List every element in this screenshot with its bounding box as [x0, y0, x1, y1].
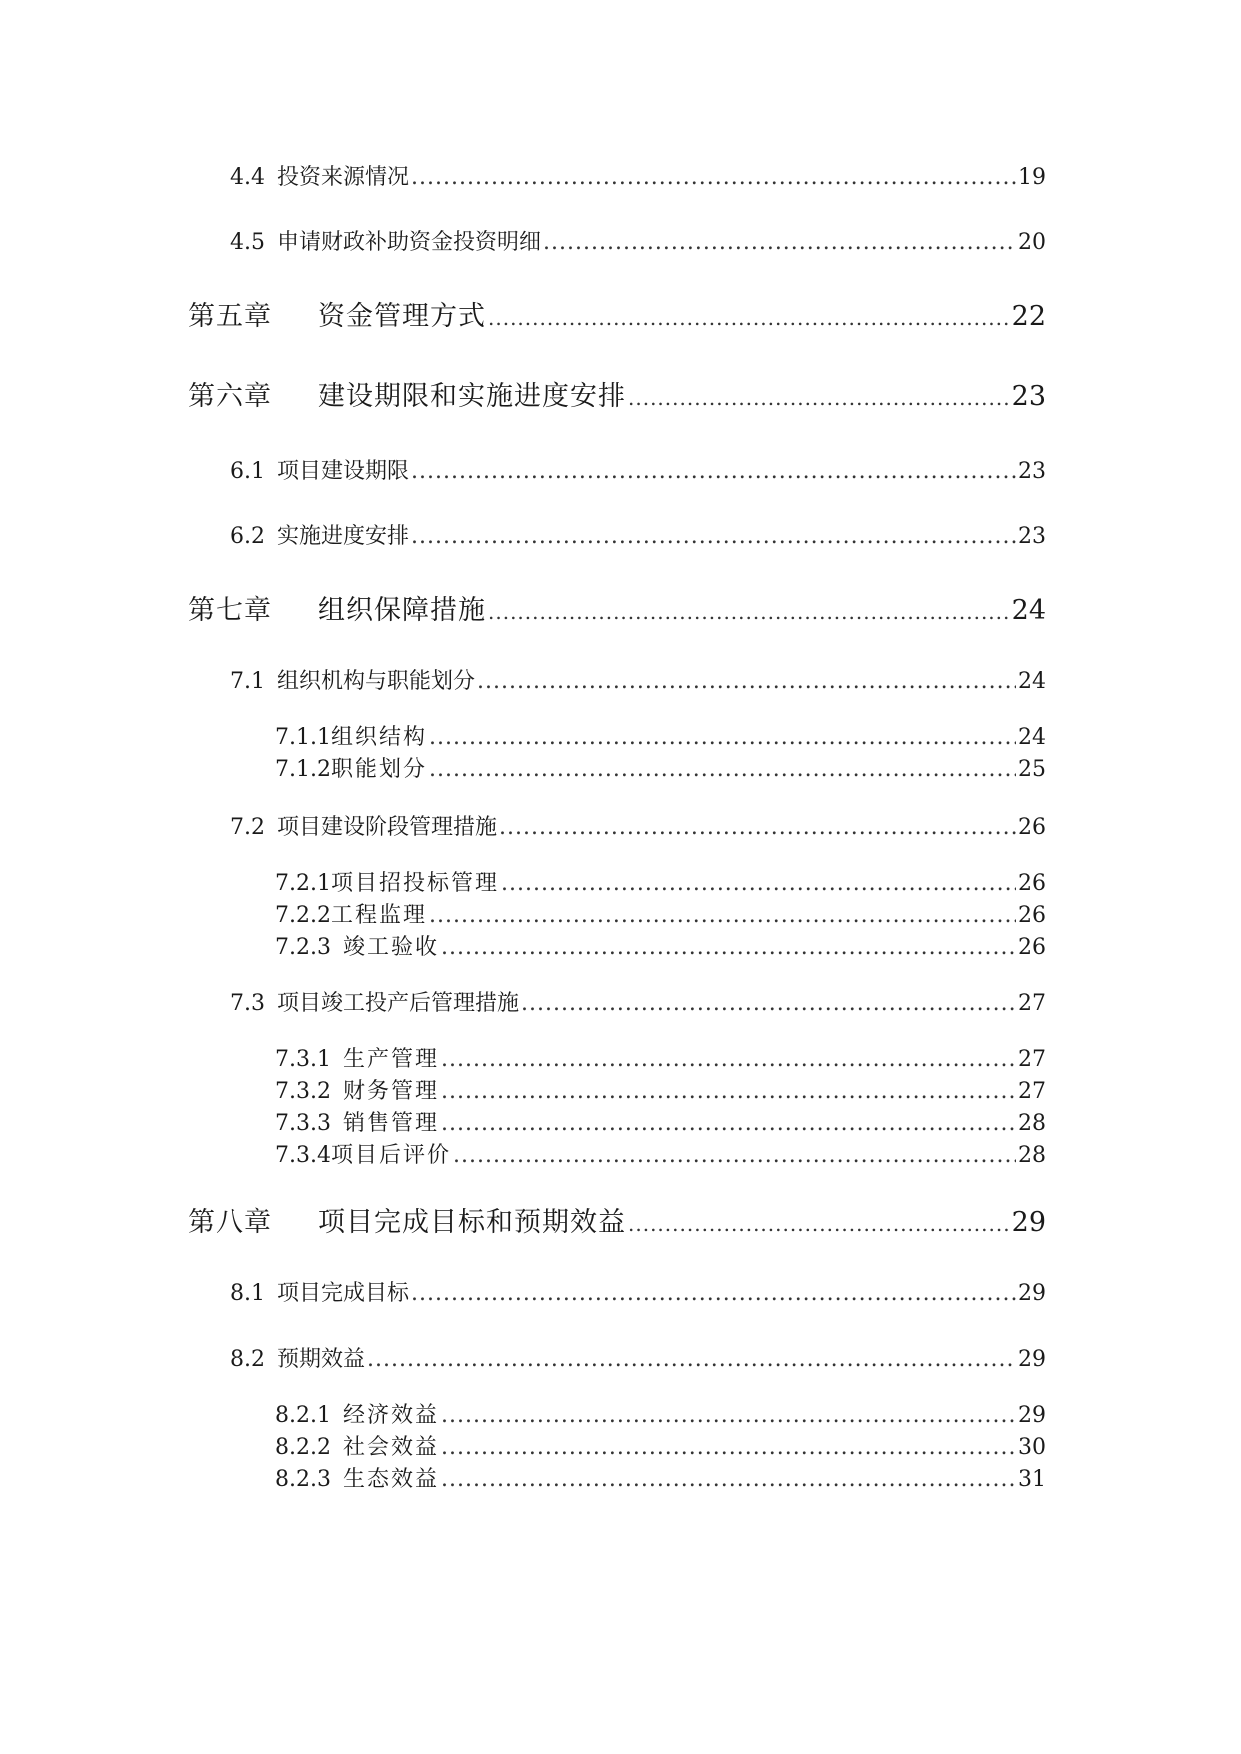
- toc-entry-7-2-1[interactable]: [275, 866, 1046, 897]
- toc-number: 4.5: [230, 230, 265, 255]
- dot-leader: [441, 1047, 1016, 1072]
- toc-page-number: 23: [1018, 524, 1046, 549]
- toc-chapter-number: 第五章: [188, 301, 272, 332]
- toc-page-number: 24: [1018, 669, 1046, 694]
- toc-number: 8.2.1: [275, 1403, 331, 1428]
- toc-title: 生态效益: [342, 1467, 439, 1492]
- toc-entry-chapter-6[interactable]: [188, 374, 1046, 413]
- dot-leader: [441, 1111, 1016, 1136]
- toc-title: 工程监理: [330, 903, 427, 928]
- toc-entry-7-2-3[interactable]: [275, 930, 1046, 961]
- toc-entry-8-2[interactable]: [230, 1342, 1046, 1373]
- toc-entry-7-3-2[interactable]: [275, 1074, 1046, 1105]
- toc-entry-6-2[interactable]: [230, 519, 1046, 550]
- dot-leader: [543, 230, 1016, 255]
- toc-page-number: 31: [1018, 1467, 1046, 1492]
- toc-title: 项目招投标管理: [330, 871, 499, 896]
- toc-title: 项目完成目标: [277, 1281, 410, 1306]
- toc-title: 经济效益: [342, 1403, 439, 1428]
- toc-number: 6.1: [230, 459, 265, 484]
- toc-entry-7-3[interactable]: [230, 986, 1046, 1017]
- toc-entry-chapter-5[interactable]: [188, 294, 1046, 333]
- toc-entry-7-3-3[interactable]: [275, 1106, 1046, 1137]
- dot-leader: [628, 386, 1010, 410]
- toc-entry-8-2-2[interactable]: [275, 1430, 1046, 1461]
- toc-number: 7.2.3: [275, 935, 331, 960]
- toc-page-number: 28: [1018, 1111, 1046, 1136]
- toc-page-number: 26: [1018, 935, 1046, 960]
- toc-page-number: 28: [1018, 1143, 1046, 1168]
- toc-title: 资金管理方式: [318, 301, 486, 332]
- toc-page-number: 29: [1018, 1403, 1046, 1428]
- toc-entry-chapter-8[interactable]: [188, 1200, 1046, 1239]
- toc-page-number: 27: [1018, 991, 1046, 1016]
- toc-page-number: 24: [1018, 725, 1046, 750]
- toc-title: 投资来源情况: [277, 165, 410, 190]
- toc-title: 生产管理: [342, 1047, 439, 1072]
- toc-entry-6-1[interactable]: [230, 454, 1046, 485]
- toc-entry-7-3-1[interactable]: [275, 1042, 1046, 1073]
- dot-leader: [367, 1347, 1016, 1372]
- dot-leader: [429, 757, 1016, 782]
- toc-entry-7-2[interactable]: [230, 810, 1046, 841]
- dot-leader: [441, 935, 1016, 960]
- toc-title: 社会效益: [342, 1435, 439, 1460]
- toc-page-number: 26: [1018, 871, 1046, 896]
- toc-number: 7.3.4: [275, 1143, 331, 1168]
- toc-page-number: 22: [1011, 301, 1046, 332]
- toc-number: 7.3.3: [275, 1111, 331, 1136]
- toc-title: 竣工验收: [342, 935, 439, 960]
- toc-page-number: 27: [1018, 1047, 1046, 1072]
- toc-number: 8.2.2: [275, 1435, 331, 1460]
- toc-page-number: 26: [1018, 815, 1046, 840]
- toc-number: 8.1: [230, 1281, 265, 1306]
- dot-leader: [441, 1435, 1016, 1460]
- toc-entry-4-5[interactable]: [230, 225, 1046, 256]
- toc-number: 7.1: [230, 669, 265, 694]
- toc-number: 7.3.2: [275, 1079, 331, 1104]
- toc-title: 职能划分: [330, 757, 427, 782]
- dot-leader: [441, 1403, 1016, 1428]
- toc-title: 预期效益: [277, 1347, 366, 1372]
- toc-title: 实施进度安排: [277, 524, 410, 549]
- toc-number: 7.2.2: [275, 903, 331, 928]
- toc-entry-7-1-2[interactable]: [275, 752, 1046, 783]
- toc-title: 组织保障措施: [318, 595, 486, 626]
- dot-leader: [521, 991, 1016, 1016]
- dot-leader: [411, 459, 1016, 484]
- toc-page-number: 19: [1018, 165, 1046, 190]
- toc-page-number: 23: [1018, 459, 1046, 484]
- toc-page-number: 25: [1018, 757, 1046, 782]
- toc-number: 7.1.1: [275, 725, 331, 750]
- toc-number: 7.3: [230, 991, 265, 1016]
- toc-entry-8-2-1[interactable]: [275, 1398, 1046, 1429]
- dot-leader: [441, 1079, 1016, 1104]
- dot-leader: [501, 871, 1016, 896]
- dot-leader: [411, 524, 1016, 549]
- toc-page-number: 24: [1011, 595, 1046, 626]
- dot-leader: [429, 725, 1016, 750]
- toc-number: 8.2.3: [275, 1467, 331, 1492]
- toc-page-number: 27: [1018, 1079, 1046, 1104]
- toc-page-number: 20: [1018, 230, 1046, 255]
- toc-number: 6.2: [230, 524, 265, 549]
- toc-title: 申请财政补助资金投资明细: [277, 230, 542, 255]
- dot-leader: [477, 669, 1016, 694]
- toc-title: 财务管理: [342, 1079, 439, 1104]
- toc-title: 项目完成目标和预期效益: [318, 1207, 626, 1238]
- toc-number: 7.1.2: [275, 757, 331, 782]
- toc-page-number: 30: [1018, 1435, 1046, 1460]
- toc-entry-8-2-3[interactable]: [275, 1462, 1046, 1493]
- toc-entry-7-3-4[interactable]: [275, 1138, 1046, 1169]
- toc-entry-chapter-7[interactable]: [188, 588, 1046, 627]
- toc-chapter-number: 第六章: [188, 381, 272, 412]
- toc-entry-4-4[interactable]: [230, 160, 1046, 191]
- toc-number: 7.2: [230, 815, 265, 840]
- toc-page-number: 26: [1018, 903, 1046, 928]
- toc-number: 4.4: [230, 165, 265, 190]
- toc-number: 8.2: [230, 1347, 265, 1372]
- toc-title: 组织机构与职能划分: [277, 669, 476, 694]
- toc-entry-7-1[interactable]: [230, 664, 1046, 695]
- toc-title: 项目建设期限: [277, 459, 410, 484]
- toc-title: 项目竣工投产后管理措施: [277, 991, 520, 1016]
- dot-leader: [499, 815, 1016, 840]
- toc-title: 销售管理: [342, 1111, 439, 1136]
- toc-page-number: 29: [1018, 1347, 1046, 1372]
- toc-title: 组织结构: [330, 725, 427, 750]
- toc-title: 项目建设阶段管理措施: [277, 815, 498, 840]
- toc-number: 7.2.1: [275, 871, 331, 896]
- dot-leader: [453, 1143, 1016, 1168]
- toc-entry-7-1-1[interactable]: [275, 720, 1046, 751]
- toc-page-number: 29: [1011, 1207, 1046, 1238]
- toc-chapter-number: 第八章: [188, 1207, 272, 1238]
- toc-number: 7.3.1: [275, 1047, 331, 1072]
- toc-chapter-number: 第七章: [188, 595, 272, 626]
- toc-title: 项目后评价: [330, 1143, 451, 1168]
- dot-leader: [411, 165, 1016, 190]
- dot-leader: [628, 1212, 1010, 1236]
- dot-leader: [488, 306, 1010, 330]
- dot-leader: [441, 1467, 1016, 1492]
- toc-title: 建设期限和实施进度安排: [318, 381, 626, 412]
- dot-leader: [429, 903, 1016, 928]
- dot-leader: [411, 1281, 1016, 1306]
- toc-entry-7-2-2[interactable]: [275, 898, 1046, 929]
- dot-leader: [488, 600, 1010, 624]
- toc-entry-8-1[interactable]: [230, 1276, 1046, 1307]
- toc-page-number: 23: [1011, 381, 1046, 412]
- toc-page-number: 29: [1018, 1281, 1046, 1306]
